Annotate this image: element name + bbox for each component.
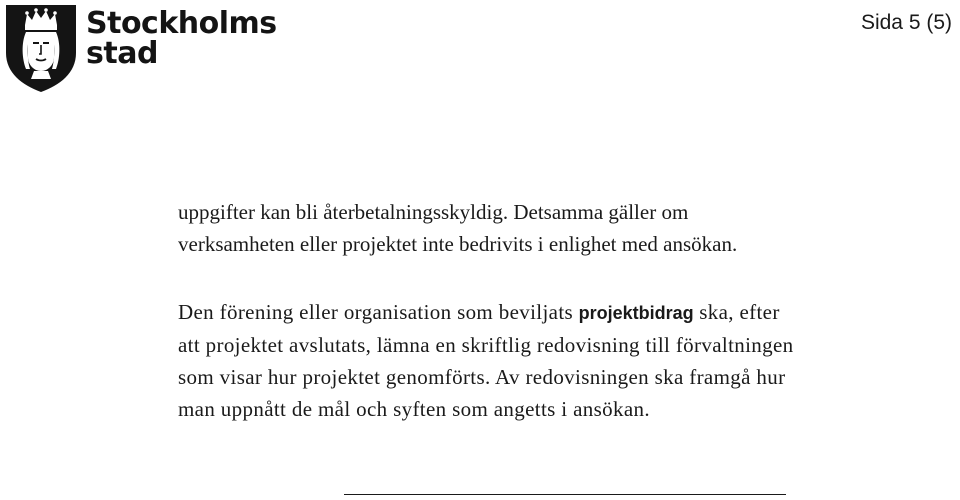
paragraph-line: man uppnått de mål och syften som angetts i ansökan. xyxy=(178,397,650,421)
paragraph-repayment xyxy=(178,196,958,260)
stockholms-stad-logo xyxy=(0,0,290,100)
logo-wordmark-line1: Stockholms xyxy=(86,6,277,41)
page-number: Sida 5 (5) xyxy=(860,11,952,34)
paragraph-line: att projektet avslutats, lämna en skriftlig redovisning till förvaltningen xyxy=(178,333,794,357)
paragraph-line: verksamheten eller projektet inte bedrivits i enlighet med ansökan. xyxy=(178,232,738,256)
signature-line xyxy=(344,494,786,495)
crowned-king-head-shield-icon xyxy=(4,3,78,93)
paragraph-line xyxy=(178,296,958,329)
paragraph-reporting xyxy=(178,296,958,425)
paragraph-line: uppgifter kan bli återbetalningsskyldig. Detsamma gäller om xyxy=(178,200,689,224)
logo-wordmark-line2: stad xyxy=(86,36,158,71)
keyword-projektbidrag: projektbidrag xyxy=(578,303,694,323)
paragraph-text: ska, efter xyxy=(693,300,780,324)
paragraph-text: Den förening eller organisation som beviljats xyxy=(178,300,579,324)
paragraph-line: som visar hur projektet genomförts. Av redovisningen ska framgå hur xyxy=(178,365,786,389)
logo-wordmark xyxy=(86,6,277,71)
